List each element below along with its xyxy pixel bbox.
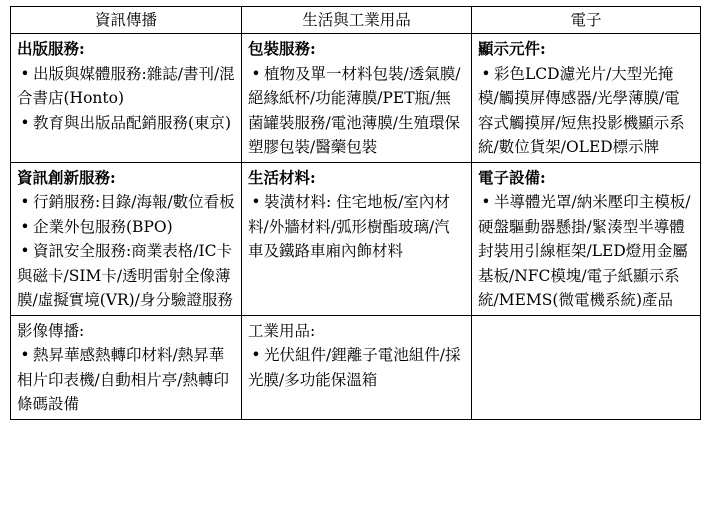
table-cell-lifestyle-industrial	[242, 34, 472, 163]
header-electronics: 電子	[472, 7, 701, 34]
list-item	[17, 343, 235, 417]
table-cell-lifestyle-industrial	[242, 315, 472, 419]
table-row	[11, 162, 701, 315]
list-item-text: 植物及單一材料包裝/透氣膜/絕緣紙杯/功能薄膜/PET瓶/無菌罐裝服務/電池薄膜/生殖環保塑膠包裝/醫藥包裝	[248, 64, 461, 156]
table-row	[11, 34, 701, 163]
table-body	[11, 34, 701, 420]
bullet-icon: •	[481, 64, 491, 83]
bullet-icon: •	[481, 193, 491, 211]
list-item-text: 出版與媒體服務:雜誌/書刊/混合書店(Honto)	[17, 64, 235, 107]
list-item	[248, 62, 465, 160]
category-title: 出版服務:	[17, 39, 85, 58]
list-item-text: 彩色LCD濾光片/大型光掩模/觸摸屏傳感器/光學薄膜/電容式觸摸屏/短焦投影機顯示系統/數位貨架/OLED標示牌	[478, 64, 685, 156]
list-item	[17, 111, 235, 136]
table-row	[11, 315, 701, 419]
bullet-icon: •	[20, 193, 30, 211]
list-item-text: 企業外包服務(BPO)	[33, 217, 173, 236]
list-item	[478, 62, 694, 160]
bullet-icon: •	[20, 346, 30, 364]
product-table	[10, 6, 701, 420]
table-cell-info-communication	[11, 315, 242, 419]
header-row	[11, 7, 701, 34]
table-cell-lifestyle-industrial	[242, 162, 472, 315]
category-title: 生活材料:	[248, 167, 316, 187]
table-cell-info-communication	[11, 34, 242, 163]
table-cell-electronics	[472, 162, 701, 315]
header-lifestyle-industrial: 生活與工業用品	[242, 7, 472, 34]
category-title: 顯示元件:	[478, 39, 546, 58]
bullet-icon: •	[20, 64, 30, 83]
header-info-communication: 資訊傳播	[11, 7, 242, 34]
list-item	[17, 190, 235, 215]
list-item	[248, 343, 465, 392]
bullet-icon: •	[20, 113, 30, 132]
category-title: 包裝服務:	[248, 39, 316, 58]
table-cell-electronics	[472, 34, 701, 163]
list-item-text: 半導體光罩/納米壓印主模板/硬盤驅動器懸掛/緊湊型半導體封裝用引線框架/LED燈用金屬基板/NFC模塊/電子紙顯示系統/MEMS(微電機系統)產品	[478, 193, 691, 309]
list-item	[17, 215, 235, 240]
bullet-icon: •	[251, 64, 261, 83]
table-cell-electronics	[472, 315, 701, 419]
category-title: 資訊創新服務:	[17, 167, 116, 187]
bullet-icon: •	[251, 193, 261, 211]
bullet-icon: •	[20, 217, 30, 236]
list-item	[17, 62, 235, 111]
category-title: 工業用品:	[248, 321, 316, 340]
list-item	[248, 190, 465, 264]
list-item-text: 行銷服務:目錄/海報/數位看板	[33, 193, 235, 211]
category-title: 電子設備:	[478, 167, 546, 187]
bullet-icon: •	[20, 242, 30, 260]
list-item-text: 資訊安全服務:商業表格/IC卡與磁卡/SIM卡/透明雷射全像薄膜/虛擬實境(VR)/身分驗證服務	[17, 242, 233, 309]
table-cell-info-communication	[11, 162, 242, 315]
list-item-text: 光伏組件/鋰離子電池組件/採光膜/多功能保溫箱	[248, 346, 461, 389]
bullet-icon: •	[251, 346, 261, 364]
list-item-text: 熱昇華感熱轉印材料/熱昇華相片印表機/自動相片亭/熱轉印條碼設備	[17, 346, 229, 413]
list-item-text: 裝潢材料: 住宅地板/室內材料/外牆材料/弧形樹酯玻璃/汽車及鐵路車廂內飾材料	[248, 193, 450, 260]
category-title: 影像傳播:	[17, 321, 85, 340]
list-item	[17, 239, 235, 313]
list-item-text: 教育與出版品配銷服務(東京)	[33, 113, 232, 132]
list-item	[478, 190, 694, 313]
